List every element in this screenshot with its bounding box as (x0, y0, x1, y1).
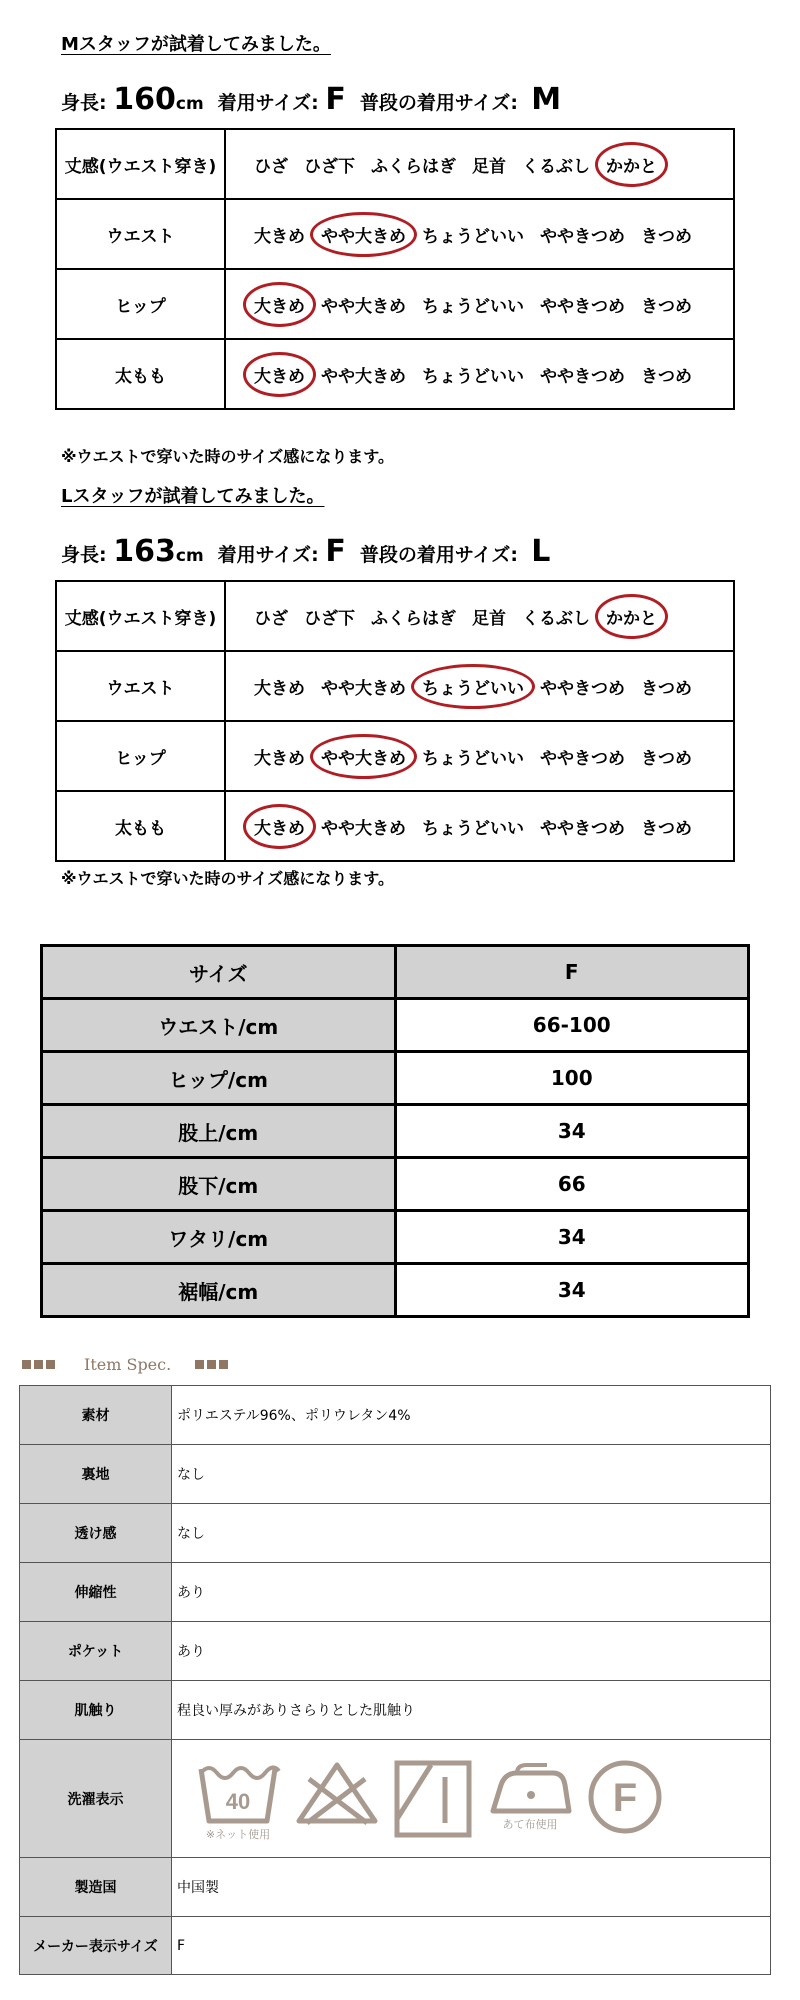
fit-option: ちょうどいい (422, 296, 524, 317)
fit-option: ふくらはぎ (371, 608, 456, 629)
size-row-label: ウエスト/cm (42, 999, 396, 1052)
height-value: 160 (113, 82, 176, 117)
fit-row-label: ヒップ (56, 269, 225, 339)
size-row-label: ワタリ/cm (42, 1211, 396, 1264)
fit-option: くるぶし (522, 156, 590, 177)
fit-option: やや大きめ (321, 818, 406, 839)
usual-size-value: M (531, 82, 562, 117)
fit-option-selected: やや大きめ (315, 218, 412, 251)
table-row (20, 1858, 771, 1917)
drip-dry-shade-icon (393, 1759, 473, 1839)
usual-size-label: 普段の着用サイズ (359, 92, 511, 114)
spec-label: 洗濯表示 (20, 1740, 172, 1858)
spec-value: 程良い厚みがありさらりとした肌触り (172, 1681, 771, 1740)
spec-value: あり (172, 1622, 771, 1681)
fit-option: ややきつめ (540, 226, 625, 247)
size-row-value: 66-100 (395, 999, 749, 1052)
spec-label: 透け感 (20, 1504, 172, 1563)
wash-temp-number: 40 (225, 1789, 251, 1814)
fit-option-selected: かかと (600, 600, 663, 633)
staff-m-heading: Mスタッフが試着してみました。 (61, 34, 331, 55)
fit-option-selected: 大きめ (248, 358, 311, 391)
table-row (20, 1504, 771, 1563)
fit-row-label: 太もも (56, 791, 225, 861)
usual-size-label: 普段の着用サイズ (359, 544, 511, 566)
table-row (20, 1740, 771, 1858)
fit-option: きつめ (641, 366, 692, 387)
spec-value: なし (172, 1504, 771, 1563)
fit-options (225, 651, 734, 721)
size-row-value: 100 (395, 1052, 749, 1105)
spec-value: 中国製 (172, 1858, 771, 1917)
fit-option: ひざ (254, 608, 288, 629)
spec-label: メーカー表示サイズ (20, 1917, 172, 1975)
fit-options (225, 199, 734, 269)
spec-value: あり (172, 1563, 771, 1622)
staff-m-note: ※ウエストで穿いた時のサイズ感になります。 (61, 447, 394, 466)
fit-option: きつめ (641, 678, 692, 699)
fit-option: 大きめ (254, 226, 305, 247)
fit-option: きつめ (641, 226, 692, 247)
table-row (20, 1622, 771, 1681)
fit-row-label: ウエスト (56, 199, 225, 269)
size-row-value: 34 (395, 1211, 749, 1264)
staff-l-section (0, 482, 800, 902)
fit-option: ややきつめ (540, 678, 625, 699)
table-row (42, 999, 749, 1052)
dry-clean-letter: F (612, 1776, 638, 1820)
spec-value: なし (172, 1445, 771, 1504)
table-row (56, 199, 734, 269)
table-row (56, 651, 734, 721)
square-icon (219, 1360, 228, 1369)
fit-option: ややきつめ (540, 366, 625, 387)
fit-option: きつめ (641, 818, 692, 839)
table-row (20, 1681, 771, 1740)
fit-options (225, 269, 734, 339)
table-row (56, 129, 734, 199)
table-row (42, 1105, 749, 1158)
size-table-header-row (42, 946, 749, 999)
table-row (20, 1445, 771, 1504)
table-row (56, 339, 734, 409)
square-icon (46, 1360, 55, 1369)
fit-row-label: ヒップ (56, 721, 225, 791)
usual-size-value: L (531, 534, 551, 569)
staff-l-heading: Lスタッフが試着してみました。 (61, 486, 325, 507)
table-row (56, 581, 734, 651)
fit-option-selected: かかと (600, 148, 663, 181)
table-row (42, 1158, 749, 1211)
spec-value: ポリエステル96%、ポリウレタン4% (172, 1386, 771, 1445)
spec-label: 素材 (20, 1386, 172, 1445)
fit-options (225, 129, 734, 199)
size-row-label: ヒップ/cm (42, 1052, 396, 1105)
staff-m-measurements: 身長 : 160 cm 着用サイズ : F 普段の着用サイズ : M (61, 82, 562, 117)
fit-option-selected: 大きめ (248, 810, 311, 843)
spec-value: F (172, 1917, 771, 1975)
square-icon (22, 1360, 31, 1369)
table-row (56, 791, 734, 861)
height-value: 163 (113, 534, 176, 569)
item-spec-title-text: Item Spec. (84, 1355, 172, 1374)
height-unit: cm (175, 94, 204, 114)
size-row-value: 34 (395, 1264, 749, 1317)
size-table (40, 944, 750, 1318)
table-row (42, 1052, 749, 1105)
fit-options (225, 581, 734, 651)
care-icons-cell (172, 1740, 771, 1858)
fit-options (225, 791, 734, 861)
square-icon (195, 1360, 204, 1369)
fit-option: 大きめ (254, 678, 305, 699)
fit-option: ややきつめ (540, 818, 625, 839)
dry-clean-f-icon (587, 1759, 663, 1835)
wear-size-label: 着用サイズ (217, 544, 312, 566)
size-row-value: 66 (395, 1158, 749, 1211)
spec-label: 製造国 (20, 1858, 172, 1917)
fit-row-label: 太もも (56, 339, 225, 409)
care-caption: あて布使用 (502, 1818, 558, 1831)
fit-options (225, 339, 734, 409)
fit-option: くるぶし (522, 608, 590, 629)
table-row (42, 1264, 749, 1317)
fit-option: ひざ (254, 156, 288, 177)
fit-option: ちょうどいい (422, 748, 524, 769)
wear-size-value: F (325, 82, 346, 117)
item-spec-title (22, 1355, 231, 1374)
size-row-value: 34 (395, 1105, 749, 1158)
spec-label: 肌触り (20, 1681, 172, 1740)
care-caption: ※ネット使用 (205, 1828, 271, 1841)
table-row (20, 1563, 771, 1622)
size-header-label: サイズ (42, 946, 396, 999)
size-row-label: 裾幅/cm (42, 1264, 396, 1317)
no-bleach-icon (295, 1759, 379, 1825)
table-row (56, 721, 734, 791)
fit-option: ややきつめ (540, 748, 625, 769)
staff-m-fit-table (55, 128, 735, 410)
fit-option-selected: ちょうどいい (416, 670, 530, 703)
fit-option: ちょうどいい (422, 226, 524, 247)
staff-l-note: ※ウエストで穿いた時のサイズ感になります。 (61, 869, 394, 888)
fit-option: きつめ (641, 296, 692, 317)
wear-size-value: F (325, 534, 346, 569)
table-row (56, 269, 734, 339)
fit-row-label: 丈感(ウエスト穿き) (56, 129, 225, 199)
care-icons (177, 1755, 770, 1842)
fit-option: ちょうどいい (422, 818, 524, 839)
item-spec-table (19, 1385, 771, 1975)
height-label: 身長 (61, 92, 100, 114)
fit-option: やや大きめ (321, 366, 406, 387)
fit-option: 大きめ (254, 748, 305, 769)
fit-option: やや大きめ (321, 296, 406, 317)
fit-option-selected: やや大きめ (315, 740, 412, 773)
fit-row-label: 丈感(ウエスト穿き) (56, 581, 225, 651)
table-row (20, 1917, 771, 1975)
spec-label: 伸縮性 (20, 1563, 172, 1622)
table-row (42, 1211, 749, 1264)
fit-option: 足首 (472, 608, 506, 629)
staff-l-fit-table (55, 580, 735, 862)
fit-options (225, 721, 734, 791)
fit-option-selected: 大きめ (248, 288, 311, 321)
fit-option: ややきつめ (540, 296, 625, 317)
square-icon (34, 1360, 43, 1369)
size-header-value: F (395, 946, 749, 999)
staff-m-section (0, 30, 800, 466)
square-icon (207, 1360, 216, 1369)
spec-label: 裏地 (20, 1445, 172, 1504)
wash-40-icon (195, 1759, 281, 1842)
fit-option: ふくらはぎ (371, 156, 456, 177)
fit-option: 足首 (472, 156, 506, 177)
size-row-label: 股下/cm (42, 1158, 396, 1211)
table-row (20, 1386, 771, 1445)
spec-label: ポケット (20, 1622, 172, 1681)
fit-option: やや大きめ (321, 678, 406, 699)
height-label: 身長 (61, 544, 100, 566)
fit-option: ちょうどいい (422, 366, 524, 387)
wear-size-label: 着用サイズ (217, 92, 312, 114)
height-unit: cm (175, 546, 204, 566)
fit-option: ひざ下 (304, 608, 355, 629)
iron-low-icon (487, 1759, 573, 1832)
fit-row-label: ウエスト (56, 651, 225, 721)
staff-l-measurements: 身長 : 163 cm 着用サイズ : F 普段の着用サイズ : L (61, 534, 551, 569)
size-row-label: 股上/cm (42, 1105, 396, 1158)
fit-option: ひざ下 (304, 156, 355, 177)
fit-option: きつめ (641, 748, 692, 769)
